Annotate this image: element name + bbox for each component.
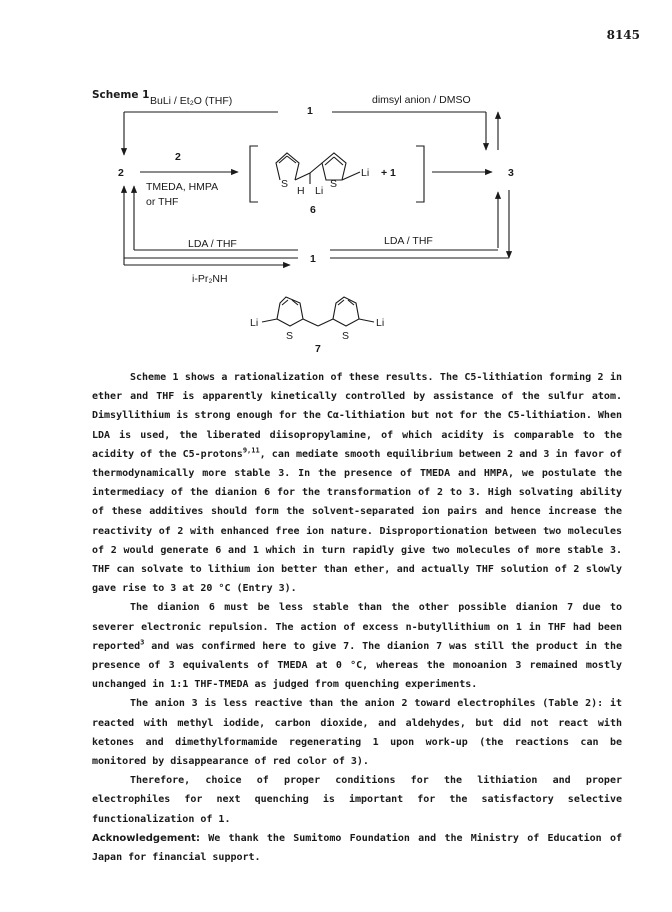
label-ipr2nh: i-Pr₂NH (192, 273, 228, 285)
acknowledgement-text: We thank the Sumitomo Foundation and the Ministry of Education of Japan for financial support. (92, 832, 622, 864)
atom-s-7-left: S (286, 330, 294, 342)
acknowledgement (92, 829, 622, 867)
acknowledgement-label: Acknowledgement: (92, 832, 200, 844)
page-number: 8145 (606, 28, 640, 42)
label-tmeda-hmpa: TMEDA, HMPA (146, 181, 219, 193)
scheme-title: Scheme 1 (92, 89, 150, 101)
reagent-dimsyl: dimsyl anion / DMSO (372, 94, 471, 106)
body-text (92, 368, 622, 867)
node-1-bottom: 1 (310, 253, 316, 265)
atom-h: H (297, 185, 305, 197)
atom-s-ring-b: S (330, 178, 338, 190)
atom-s-7-right: S (342, 330, 350, 342)
plus-1: + 1 (381, 167, 396, 179)
node-3: 3 (508, 167, 514, 179)
left-vertical-arrows (124, 186, 134, 258)
citation-9-11: 9,11 (242, 446, 260, 455)
paragraph-1: Scheme 1 shows a rationalization of these results. The C5-lithiation forming 2 in ether and THF is apparently kinetically controlled by assistance of the sulfur atom. Dimsyllithium is strong enough for the Cα-lithiation but not for the C5-lithiation. When LDA is used, the liberated diisopropylamine, of which acidity is comparable to the acidity of the C5-protons$^{9,11}$, can mediate smooth equilibrium between 2 and 3 in favor of thermodynamically more stable 3. In the presence of TMEDA and HMPA, we postulate the intermediacy of the dianion 6 for the transformation of 2 to 3. High solvating ability of these additives should form the solvent-separated ion pairs and hence increase the reactivity of 2 with enhanced free ion nature. Disproportionation between two molecules of 2 would generate 6 and 1 which in turn rapidly give two molecules of more stable 3. THF can solvate to lithium ion better than ether, and actually THF solution of 2 slowly gave rise to 3 at 20 °C (Entry 3). (92, 372, 622, 595)
dianion-6-structure (276, 153, 360, 184)
reagent-buli: BuLi / Et₂O (THF) (150, 95, 233, 107)
top-arrow-lines (124, 112, 498, 155)
paragraph-3: The anion 3 is less reactive than the anion 2 toward electrophiles (Table 2): it reacted with methyl iodide, carbon dioxide, and aldehydes, but did not react with ketones and dimethylformamide regenerating 1 upon work-up (the reactions can be monitored by disappearance of red color of 3). (92, 698, 622, 768)
right-vertical-arrows (498, 190, 509, 258)
atom-li-7-left: Li (250, 317, 259, 329)
scheme-1-figure (0, 0, 672, 372)
label-or-thf: or THF (146, 196, 179, 208)
node-2: 2 (118, 167, 124, 179)
citation-3: 3 (140, 638, 145, 647)
node-1-top: 1 (307, 105, 313, 117)
atom-li-ring-b: Li (361, 167, 370, 179)
atom-li-7-right: Li (376, 317, 385, 329)
bottom-arrow-lines (124, 230, 509, 265)
node-6: 6 (310, 204, 316, 216)
dianion-7-structure (262, 297, 374, 326)
bracket-dianion-6 (250, 146, 424, 202)
arrow-label-2: 2 (175, 151, 181, 163)
paragraph-2: The dianion 6 must be less stable than the other possible dianion 7 due to severer electronic repulsion. The action of excess n-butyllithium on 1 in THF had been reported$^3$ and was confirmed here to give 7. The dianion 7 was still the product in the presence of 3 equivalents of TMEDA at 0 °C, whereas the monoanion 3 remained mostly unchanged in 1:1 THF-TMEDA as judged from quenching experiments. (92, 602, 622, 691)
reagent-lda-left: LDA / THF (188, 238, 237, 250)
node-7: 7 (315, 343, 321, 355)
reagent-lda-right: LDA / THF (384, 235, 433, 247)
atom-s-ring-a: S (281, 178, 289, 190)
atom-li-central: Li (315, 185, 324, 197)
paragraph-4: Therefore, choice of proper conditions for the lithiation and proper electrophiles for next quenching is important for the satisfactory selective functionalization of 1. (92, 775, 622, 825)
